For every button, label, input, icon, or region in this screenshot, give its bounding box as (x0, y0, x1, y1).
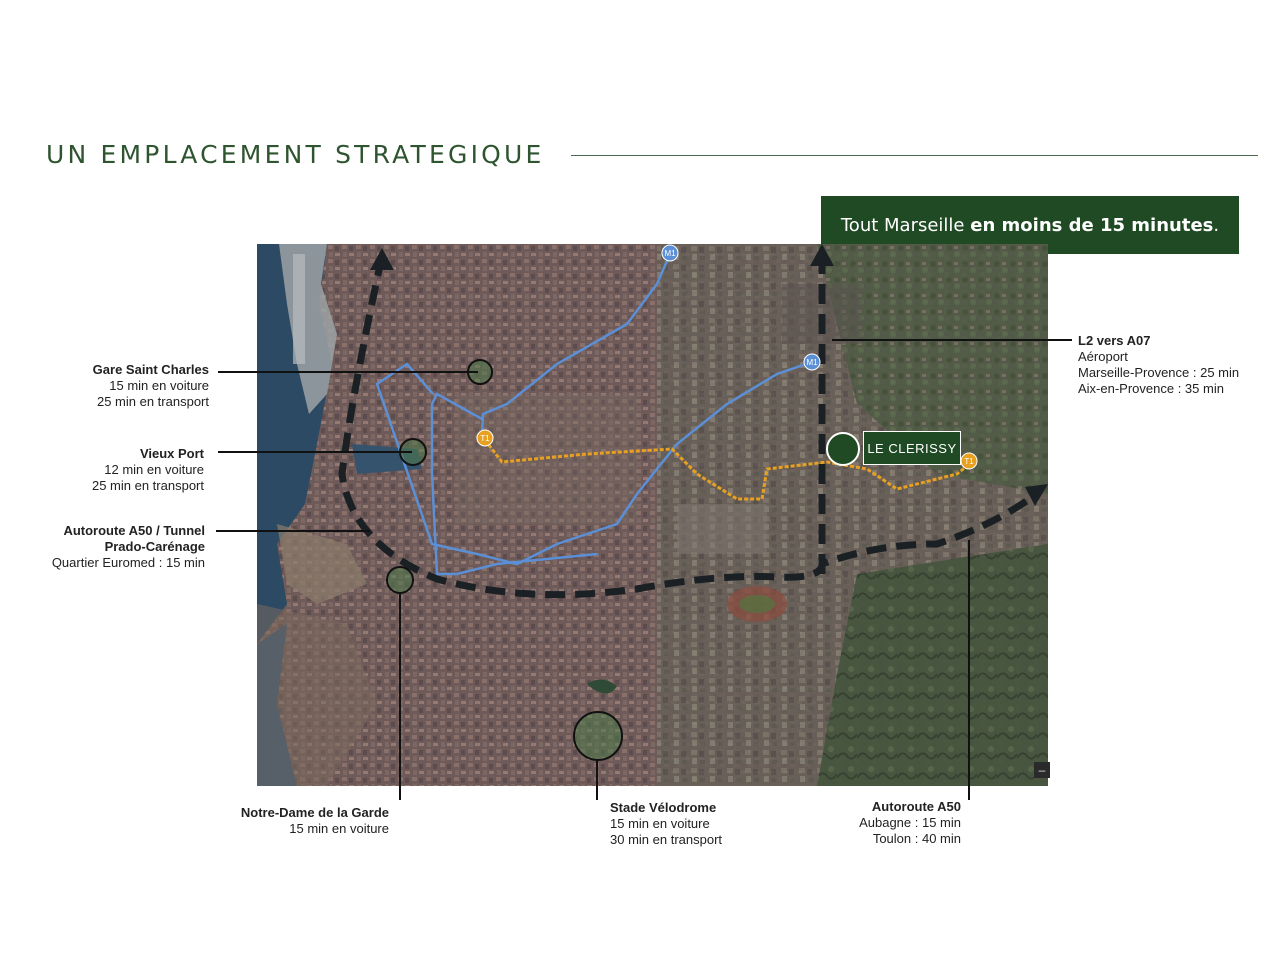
poi-detail: 15 min en voiture (289, 821, 389, 836)
poi-detail: Quartier Euromed : 15 min (51, 555, 205, 570)
svg-text:T1: T1 (964, 457, 974, 466)
poi-name: Notre-Dame de la Garde (240, 805, 389, 820)
collapse-button[interactable]: – (1034, 762, 1050, 778)
title-divider (571, 155, 1258, 156)
metro-line-m1-south (377, 362, 812, 564)
site-marker[interactable] (827, 433, 859, 465)
poi-vieux-port (40, 446, 204, 494)
poi-autoroute-a50 (820, 799, 961, 847)
poi-gare-saint-charles (40, 362, 209, 410)
poi-gare-saint-charles-marker[interactable] (468, 360, 492, 384)
svg-text:T1: T1 (480, 434, 490, 443)
poi-detail: 12 min en voiture (104, 462, 204, 477)
metro-line-m1 (482, 254, 670, 434)
poi-detail: 25 min en transport (91, 478, 204, 493)
metro-badge-top (662, 245, 678, 261)
poi-name: Vieux Port (139, 446, 204, 461)
svg-text:M1: M1 (806, 358, 818, 367)
arrow-north-l2 (810, 244, 834, 266)
poi-name: Gare Saint Charles (92, 362, 209, 377)
poi-name: Autoroute A50 (871, 799, 961, 814)
site-label[interactable]: LE CLERISSY (863, 431, 961, 465)
banner-bold-text: en moins de 15 minutes (970, 214, 1214, 236)
poi-detail: Aubagne : 15 min (859, 815, 961, 830)
poi-detail: Marseille-Provence : 25 min (1078, 365, 1240, 380)
banner-text: Tout Marseille (840, 214, 971, 236)
poi-name-line2: Prado-Carénage (104, 539, 205, 554)
poi-notre-dame-marker[interactable] (387, 567, 413, 593)
poi-l2-vers-a07 (1078, 333, 1258, 397)
tram-badge-east (961, 453, 977, 469)
poi-stade-velodrome-marker[interactable] (574, 712, 622, 760)
poi-detail: 15 min en voiture (610, 816, 710, 831)
banner-end: . (1213, 214, 1220, 236)
page-title: UN EMPLACEMENT STRATEGIQUE (46, 140, 545, 169)
poi-autoroute-a50-tunnel (20, 523, 205, 571)
metro-badge-east (804, 354, 820, 370)
poi-notre-dame-de-la-garde (200, 805, 389, 837)
ring-road-route (342, 256, 1039, 595)
tram-badge-west (477, 430, 493, 446)
poi-detail: Toulon : 40 min (872, 831, 961, 846)
arrow-east-a50 (1025, 484, 1048, 506)
poi-detail: 30 min en transport (610, 832, 723, 847)
svg-text:M1: M1 (664, 249, 676, 258)
poi-detail: 25 min en transport (96, 394, 209, 409)
poi-detail: 15 min en voiture (109, 378, 209, 393)
satellite-map[interactable] (257, 244, 1048, 786)
poi-name: L2 vers A07 (1078, 333, 1151, 348)
poi-name: Stade Vélodrome (610, 800, 717, 815)
poi-name: Autoroute A50 / Tunnel (63, 523, 205, 538)
poi-detail: Aéroport (1078, 349, 1128, 364)
poi-vieux-port-marker[interactable] (400, 439, 426, 465)
arrow-north-west (370, 248, 394, 270)
map-overlay (257, 244, 1048, 786)
metro-line-m1-branch (432, 394, 597, 574)
poi-stade-velodrome (610, 800, 770, 848)
poi-detail: Aix-en-Provence : 35 min (1078, 381, 1224, 396)
